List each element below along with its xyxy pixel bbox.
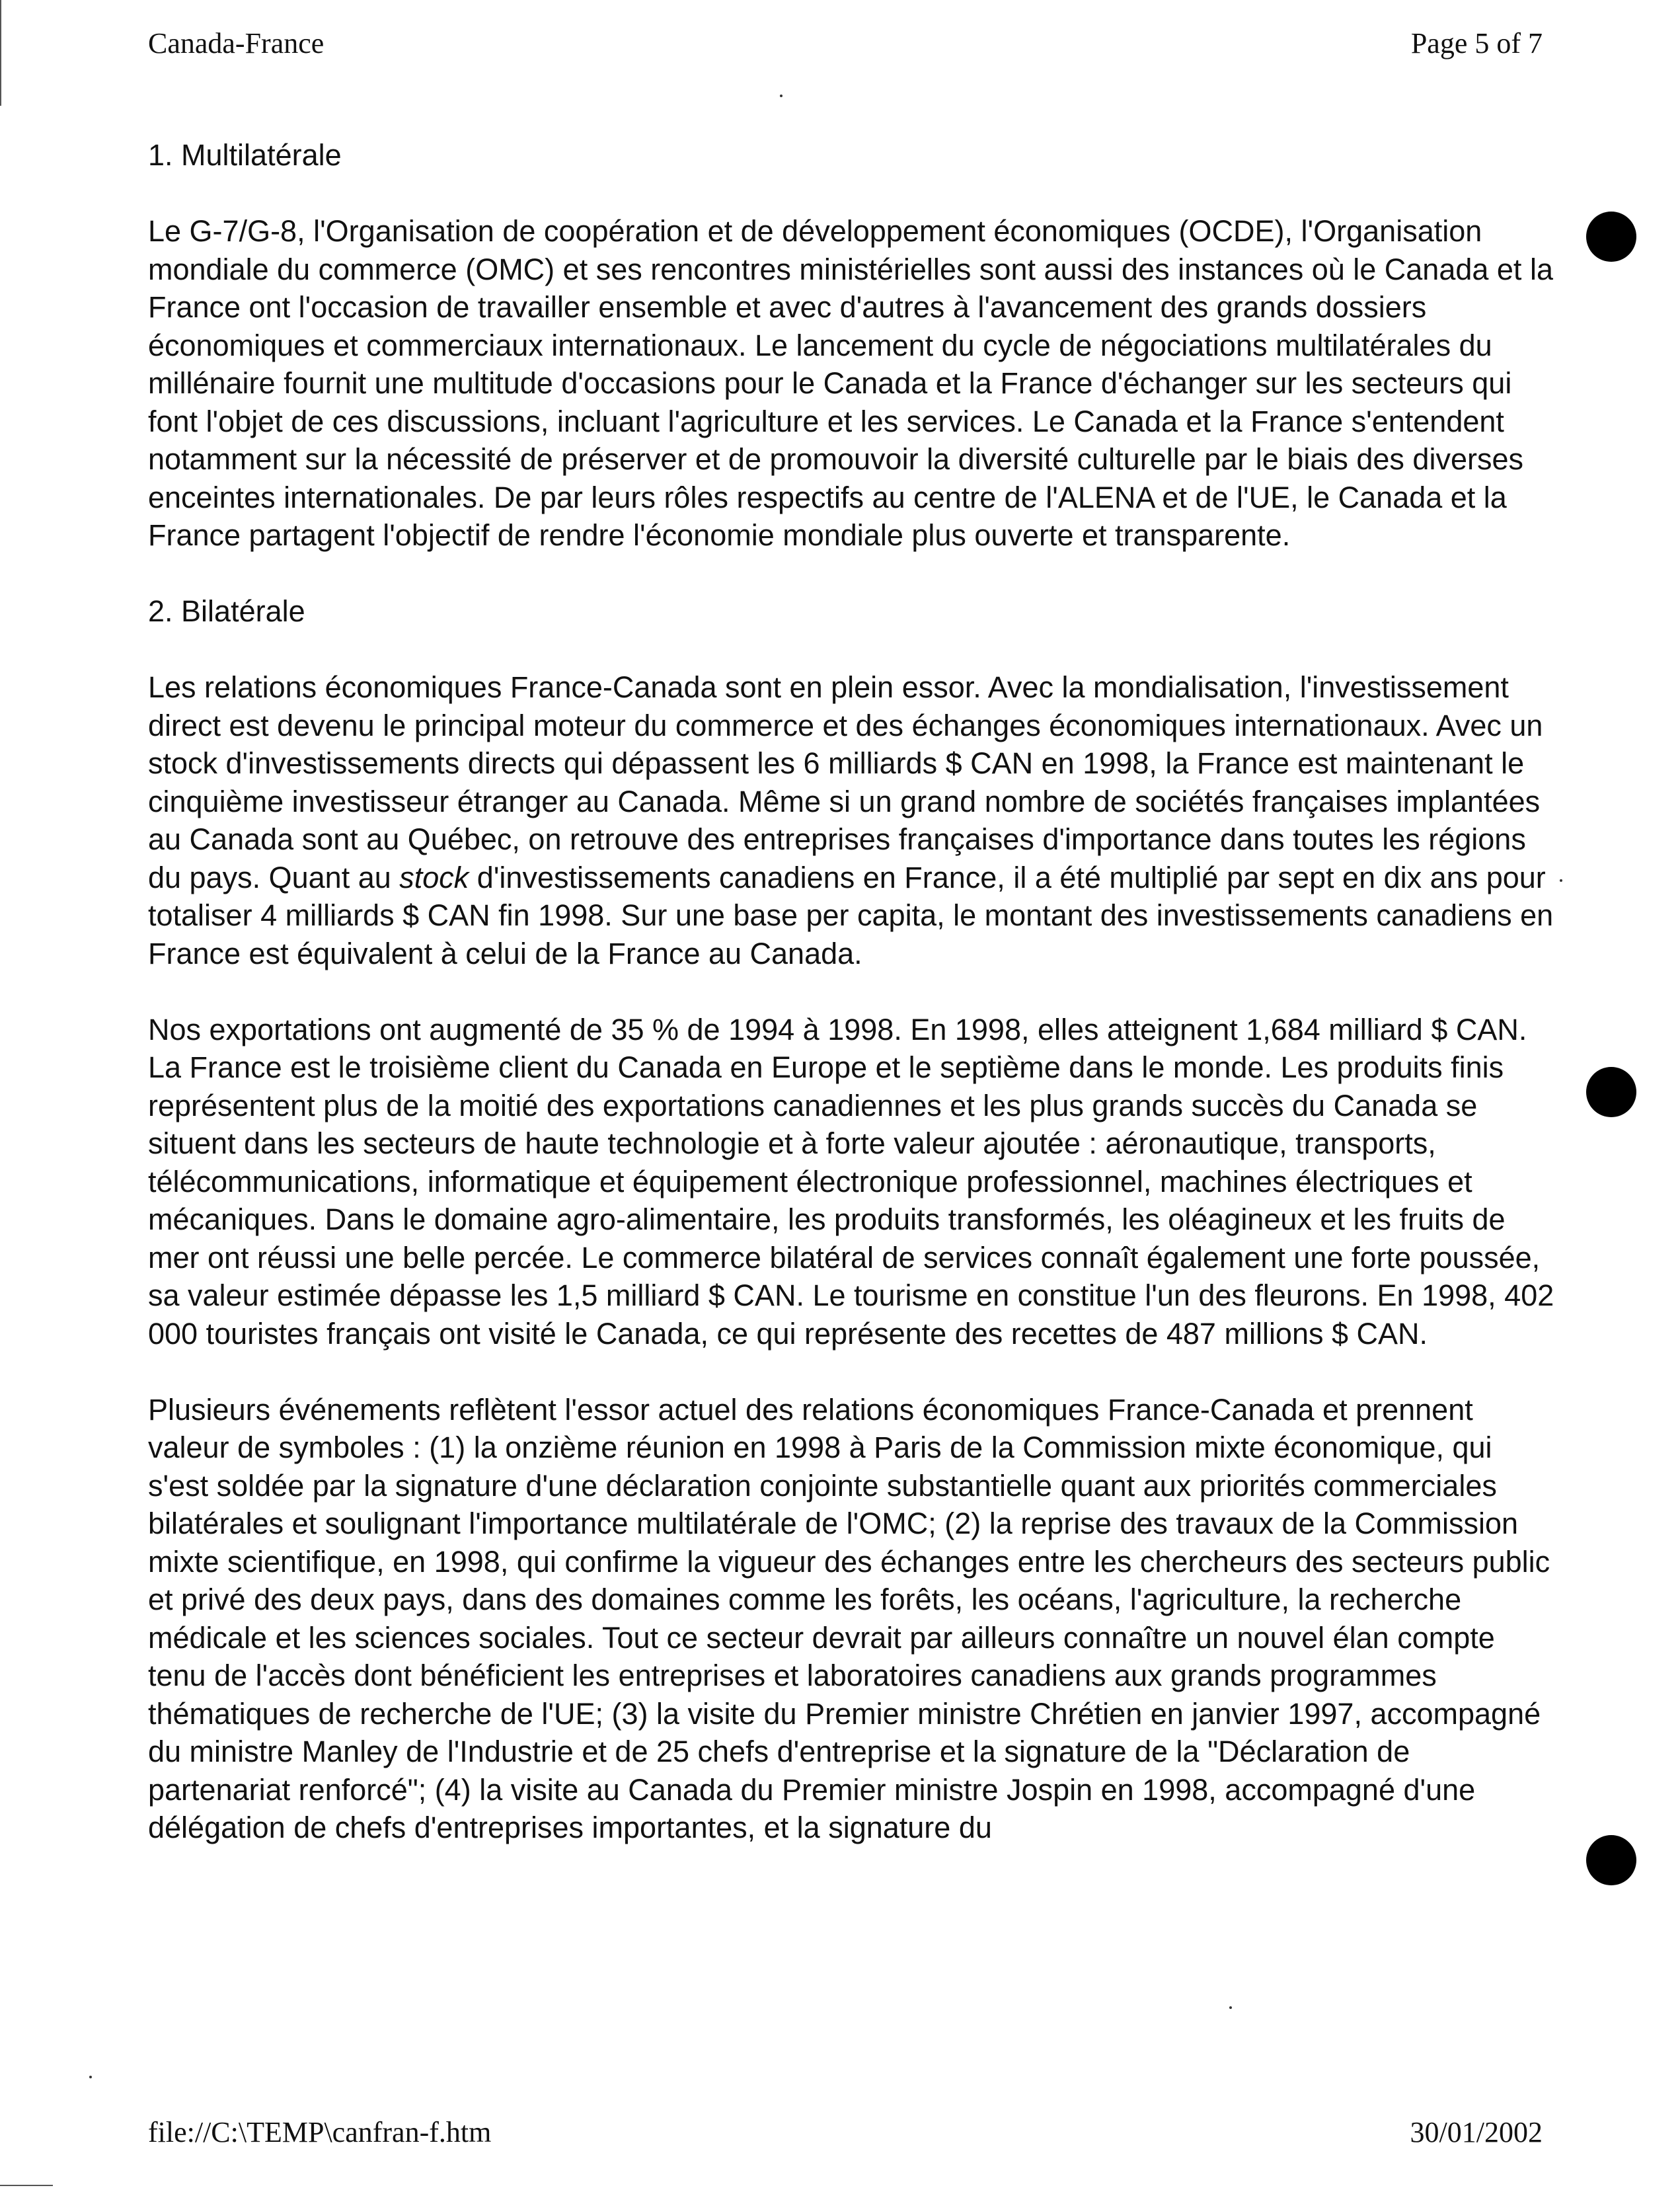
paragraph: Plusieurs événements reflètent l'essor actuel des relations économiques France-Canada et prennent valeur de symboles : (1) la onzième réunion en 1998 à Paris de la Commission mixte économique, qui s'est soldée par la signature d'une déclaration conjointe substantielle quant aux priorités commerciales bilatérales et soulignant l'importance multilatérale de l'OMC; (2) la reprise des travaux de la Commission mixte scientifique, en 1998, qui confirme la vigueur des échanges entre les chercheurs des secteurs public et privé des deux pays, dans des domaines comme les forêts, les océans, l'agriculture, la recherche médicale et les sciences sociales. Tout ce secteur devrait par ailleurs connaître un nouvel élan compte tenu de l'accès dont bénéficient les entreprises et laboratoires canadiens aux grands programmes thématiques de recherche de l'UE; (3) la visite du Premier ministre Chrétien en janvier 1997, accompagné du ministre Manley de l'Industrie et de 25 chefs d'entreprise et la signature de la "Déclaration de partenariat renforcé"; (4) la visite au Canada du Premier ministre Jospin en 1998, accompagné d'une délégation de chefs d'entreprises importantes, et la signature du bbox=[148, 1392, 1550, 1844]
paragraph bbox=[148, 668, 1560, 972]
header-page-number: Page 5 of 7 bbox=[1410, 27, 1543, 59]
margin-bullet-icon bbox=[1586, 1067, 1636, 1117]
paragraph-text: Les relations économiques France-Canada sont en plein essor. Avec la mondialisation, l'investissement direct est devenu le principal moteur du commerce et des échanges économiques internationaux. Avec un stock d'investissements directs qui dépassent les 6 milliards $ CAN en 1998, la France est maintenant le cinquième investisseur étranger au Canada. Même si un grand nombre de sociétés françaises implantées au Canada sont au Québec, on retrouve des entreprises françaises d'importance dans toutes les régions du pays. Quant au bbox=[148, 670, 1543, 894]
footer-file-path: file://C:\TEMP\canfran-f.htm bbox=[148, 2116, 492, 2148]
section-multilaterale bbox=[148, 136, 1560, 555]
document-body bbox=[148, 136, 1560, 1885]
footer-date: 30/01/2002 bbox=[1410, 2116, 1543, 2148]
bottom-left-edge-line bbox=[0, 2185, 53, 2186]
section-heading: 2. Bilatérale bbox=[148, 594, 305, 628]
left-edge-line bbox=[0, 0, 1, 106]
scan-speck bbox=[780, 95, 783, 97]
margin-bullet-icon bbox=[1586, 1835, 1636, 1885]
paragraph: Nos exportations ont augmenté de 35 % de 1994 à 1998. En 1998, elles atteignent 1,684 milliard $ CAN. La France est le troisième client du Canada en Europe et le septième dans le monde. Les produits finis représentent plus de la moitié des exportations canadiennes et les plus grands succès du Canada se situent dans les secteurs de haute technologie et à forte valeur ajoutée : aéronautique, transports, télécommunications, informatique et équipement électronique professionnel, machines électriques et mécaniques. Dans le domaine agro-alimentaire, les produits transformés, les oléagineux et les fruits de mer ont réussi une belle percée. Le commerce bilatéral de services connaît également une forte poussée, sa valeur estimée dépasse les 1,5 milliard $ CAN. Le tourisme en constitue l'un des fleurons. En 1998, 402 000 touristes français ont visité le Canada, ce qui représente des recettes de 487 millions $ CAN. bbox=[148, 1012, 1554, 1351]
margin-bullet-icon bbox=[1586, 212, 1636, 262]
header-title: Canada-France bbox=[148, 27, 325, 59]
emphasis-text: stock bbox=[399, 860, 469, 894]
section-bilaterale bbox=[148, 592, 1560, 1847]
section-heading: 1. Multilatérale bbox=[148, 138, 342, 172]
scan-speck bbox=[1229, 2006, 1232, 2009]
paragraph-text: d'investissements canadiens en France, il a été multiplié par sept en dix ans pour totaliser 4 milliards $ CAN fin 1998. Sur une base per capita, le montant des investissements canadiens en France est équivalent à celui de la France au Canada. bbox=[148, 860, 1554, 970]
scan-speck bbox=[1560, 879, 1562, 882]
scan-speck bbox=[89, 2076, 92, 2078]
paragraph: Le G-7/G-8, l'Organisation de coopération et de développement économiques (OCDE), l'Organisation mondiale du commerce (OMC) et ses rencontres ministérielles sont aussi des instances où le Canada et la France ont l'occasion de travailler ensemble et avec d'autres à l'avancement des grands dossiers économiques et commerciaux internationaux. Le lancement du cycle de négociations multilatérales du millénaire fournit une multitude d'occasions pour le Canada et la France d'échanger sur les secteurs qui font l'objet de ces discussions, incluant l'agriculture et les services. Le Canada et la France s'entendent notamment sur la nécessité de préserver et de promouvoir la diversité culturelle par le biais des diverses enceintes internationales. De par leurs rôles respectifs au centre de l'ALENA et de l'UE, le Canada et la France partagent l'objectif de rendre l'économie mondiale plus ouverte et transparente. bbox=[148, 214, 1553, 552]
